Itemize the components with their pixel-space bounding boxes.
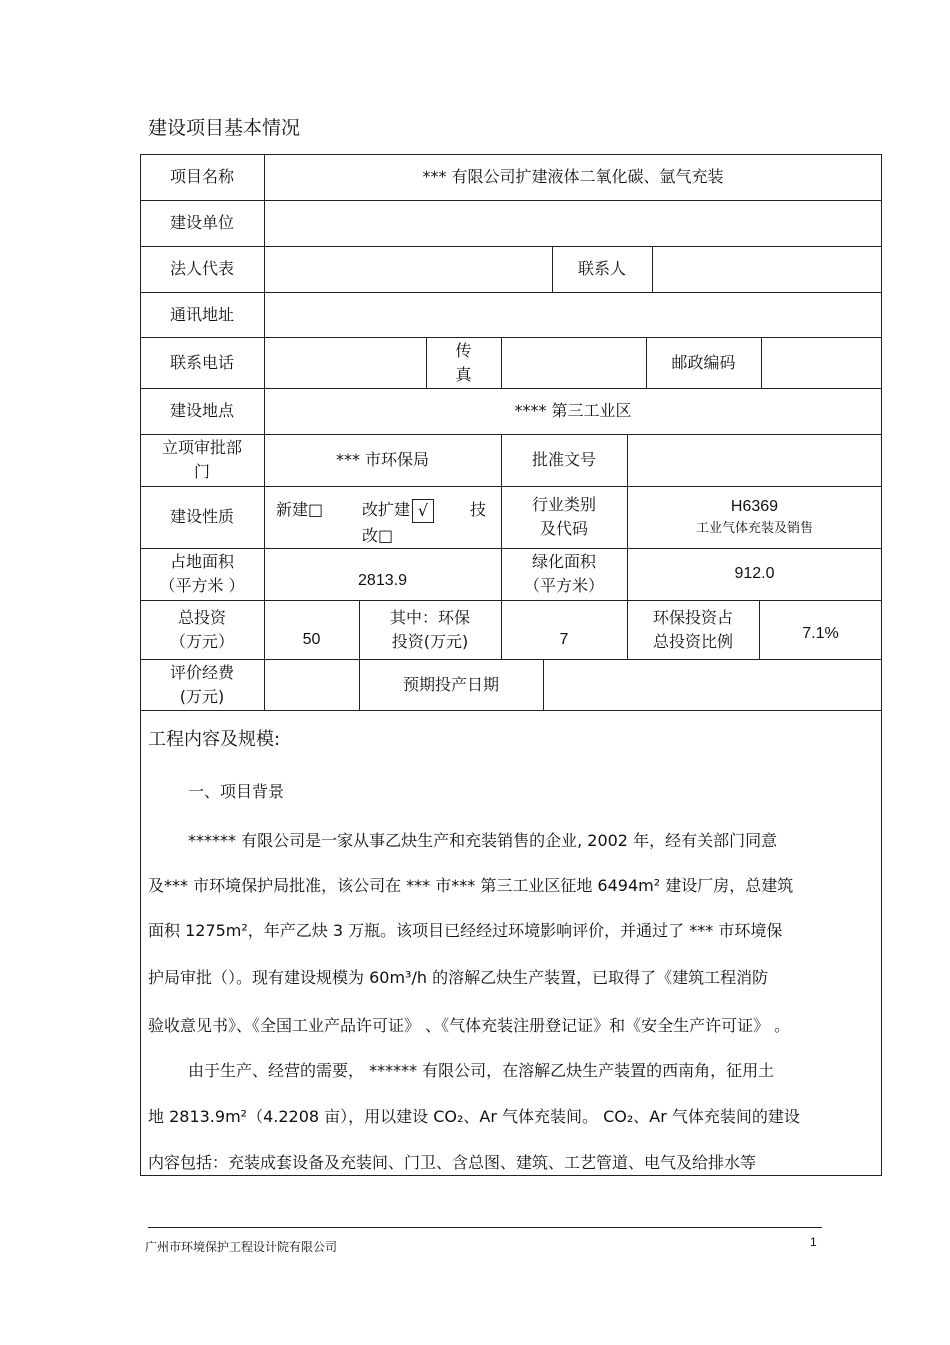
area-label-line: 占地面积 — [169, 552, 234, 571]
address-label: 通讯地址 — [169, 304, 234, 324]
paragraph-line: 内容包括：充装成套设备及充装间、门卫、含总图、建筑、工艺管道、电气及给排水等 — [148, 1153, 757, 1172]
area-label-line: （平方米 ） — [159, 576, 245, 595]
postcode-label: 邮政编码 — [671, 352, 736, 372]
row-divider — [140, 710, 882, 711]
fax-label-line: 真 — [455, 364, 472, 384]
eval-fee-value — [264, 659, 359, 710]
green-value: 912.0 — [734, 565, 775, 582]
area-label — [140, 548, 264, 600]
project-name-value: *** 有限公司扩建液体二氧化碳、氩气充装 — [422, 167, 724, 186]
industry-code: H6369 — [730, 498, 779, 515]
section-title: 工程内容及规模: — [148, 729, 281, 750]
footer-company: 广州市环境保护工程设计院有限公司 — [145, 1240, 338, 1254]
env-ratio-label-line: 环保投资占 — [652, 607, 733, 627]
nature-tech-option: 改□ — [362, 526, 394, 545]
industry-name: 工业气体充装及销售 — [695, 521, 813, 536]
contact-label: 联系人 — [577, 259, 626, 278]
fax-value — [501, 337, 646, 388]
green-label — [501, 548, 627, 600]
invest-label — [140, 600, 264, 659]
fax-label-line: 传 — [455, 340, 472, 360]
address-value — [264, 292, 882, 337]
paragraph-line: 由于生产、经营的需要， ****** 有限公司，在溶解乙炔生产装置的西南角，征用土 — [188, 1061, 775, 1080]
phone-value — [264, 337, 426, 388]
approval-doc-label: 批准文号 — [531, 450, 596, 469]
approval-dept-label-line: 门 — [193, 462, 210, 481]
invest-label-line: 总投资 — [177, 607, 226, 627]
approval-doc-value — [627, 434, 882, 486]
legal-rep-value — [264, 246, 552, 292]
builder-value — [264, 200, 882, 246]
builder-label: 建设单位 — [169, 213, 234, 232]
start-date-label: 预期投产日期 — [402, 674, 499, 694]
area-value: 2813.9 — [358, 572, 407, 589]
nature-label: 建设性质 — [169, 507, 234, 526]
paragraph-line: 及*** 市环境保护局批准，该公司在 *** 市*** 第三工业区征地 6494m² 建设厂房，总建筑 — [148, 876, 794, 895]
paragraph-line: 面积 1275m²，年产乙炔 3 万瓶。该项目已经经过环境影响评价，并通过了 *** 市环境保 — [148, 921, 783, 940]
eval-fee-label-line: 评价经费 — [169, 662, 234, 682]
paragraph-line: ****** 有限公司是一家从事乙炔生产和充装销售的企业, 2002 年，经有关部门同意 — [188, 831, 778, 850]
industry-label-line: 及代码 — [539, 519, 588, 538]
invest-value: 50 — [302, 631, 321, 648]
nature-expand-option — [362, 497, 434, 523]
env-ratio-label — [627, 600, 759, 659]
invest-label-line: （万元） — [169, 631, 234, 651]
env-invest-label-line: 其中：环保 — [389, 607, 470, 627]
paragraph-line: 护局审批（）。现有建设规模为 60m³/h 的溶解乙炔生产装置，已取得了《建筑工程消防 — [148, 968, 769, 987]
industry-label — [501, 486, 627, 548]
paragraph-line: 验收意见书》、《全国工业产品许可证》 、《气体充装注册登记证》和《安全生产许可证》 。 — [148, 1016, 791, 1035]
green-label-line: 绿化面积 — [531, 552, 596, 571]
nature-expand-checkbox: √ — [412, 499, 434, 523]
env-ratio-label-line: 总投资比例 — [652, 631, 733, 651]
env-ratio-value: 7.1% — [802, 625, 839, 642]
eval-fee-label-line: (万元) — [179, 686, 225, 706]
approval-dept-label-line: 立项审批部 — [161, 438, 242, 457]
site-value: **** 第三工业区 — [514, 401, 632, 420]
paragraph-line: 地 2813.9m²（4.2208 亩），用以建设 CO₂、Ar 气体充装间。 CO₂、Ar 气体充装间的建设 — [148, 1107, 800, 1126]
eval-fee-label — [140, 659, 264, 710]
approval-dept-label — [140, 434, 264, 486]
green-label-line: （平方米） — [523, 576, 604, 595]
subheading: 一、项目背景 — [188, 782, 285, 801]
phone-label: 联系电话 — [169, 352, 234, 372]
approval-dept-value: *** 市环保局 — [335, 450, 430, 469]
start-date-value — [543, 659, 882, 710]
env-invest-label — [359, 600, 501, 659]
project-name-label: 项目名称 — [169, 167, 234, 186]
contact-value — [652, 246, 882, 292]
site-label: 建设地点 — [169, 401, 234, 420]
env-invest-value: 7 — [559, 631, 569, 648]
footer-divider — [148, 1227, 822, 1228]
postcode-value — [761, 337, 882, 388]
fax-label — [426, 337, 501, 388]
nature-new-option: 新建□ — [276, 500, 324, 519]
nature-tech-text: 技 — [470, 500, 487, 519]
env-invest-label-line: 投资(万元) — [391, 631, 469, 651]
industry-value — [627, 486, 882, 548]
industry-label-line: 行业类别 — [531, 495, 596, 514]
page-number: 1 — [810, 1235, 817, 1249]
page-title: 建设项目基本情况 — [148, 117, 301, 139]
legal-rep-label: 法人代表 — [169, 259, 234, 278]
nature-expand-text: 改扩建 — [362, 500, 411, 519]
